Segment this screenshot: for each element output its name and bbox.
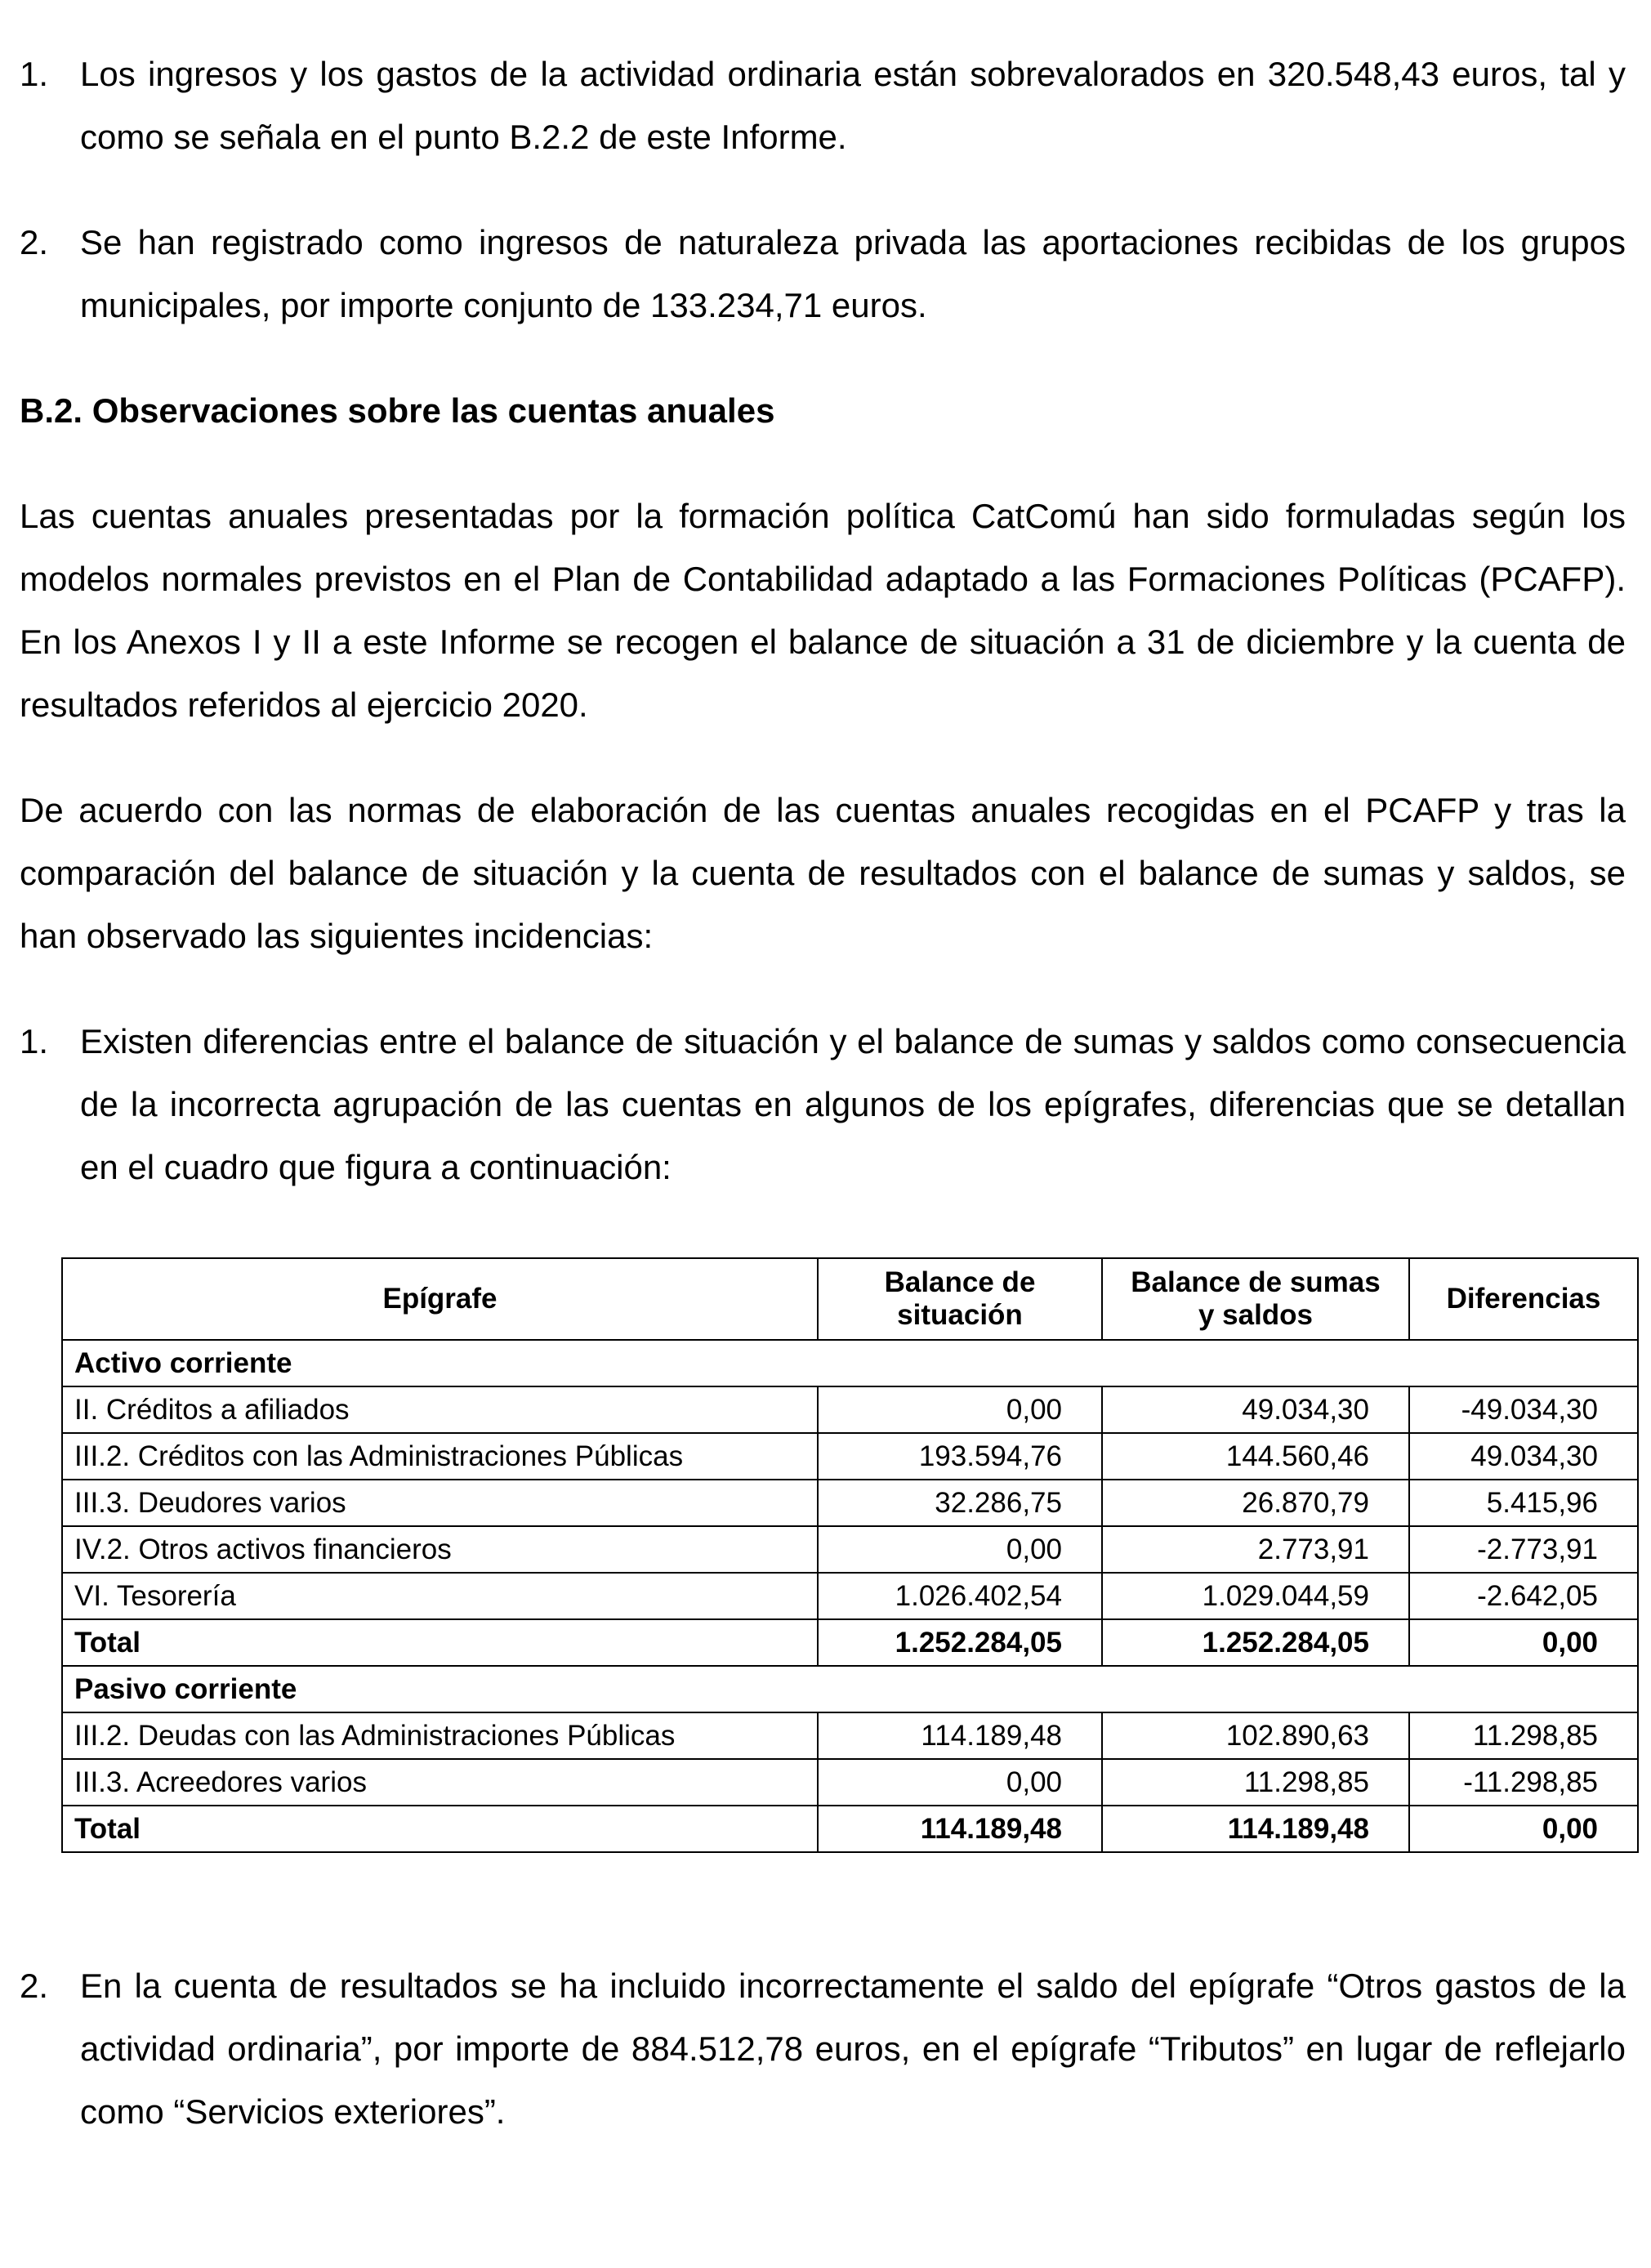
cell-sumas: 1.029.044,59 (1102, 1573, 1409, 1619)
cell-situacion: 0,00 (818, 1759, 1102, 1806)
incidencia-item-1 (20, 1010, 1626, 1199)
cell-epigrafe: III.3. Deudores varios (62, 1480, 818, 1526)
table-header-row (62, 1258, 1638, 1340)
list-number: 2. (20, 223, 49, 261)
cell-situacion: 0,00 (818, 1526, 1102, 1573)
cell-epigrafe: III.3. Acreedores varios (62, 1759, 818, 1806)
section-label: Activo corriente (62, 1340, 1638, 1386)
cell-situacion: 32.286,75 (818, 1480, 1102, 1526)
table-row (62, 1573, 1638, 1619)
list-number: 2. (20, 1967, 49, 2005)
document-page (20, 42, 1626, 2143)
cell-total-label: Total (62, 1806, 818, 1852)
table-row (62, 1433, 1638, 1480)
list-text: Existen diferencias entre el balance de situación y el balance de sumas y saldos como consecuencia de la incorrecta agrupación de las cuentas en algunos de los epígrafes, diferencias que se detallan en el cuadro que figura a continuación: (80, 1022, 1626, 1186)
cell-sumas: 11.298,85 (1102, 1759, 1409, 1806)
list-text: Los ingresos y los gastos de la actividad ordinaria están sobrevalorados en 320.548,43 euros, tal y como se señala en el punto B.2.2 de este Informe. (80, 55, 1626, 156)
section-row-pasivo (62, 1666, 1638, 1712)
cell-sumas: 102.890,63 (1102, 1712, 1409, 1759)
cell-situacion: 0,00 (818, 1386, 1102, 1433)
cell-diferencia: 5.415,96 (1409, 1480, 1638, 1526)
cell-sumas: 2.773,91 (1102, 1526, 1409, 1573)
cell-diferencia: 0,00 (1409, 1806, 1638, 1852)
section-heading: B.2. Observaciones sobre las cuentas anuales (20, 391, 775, 430)
cell-sumas: 49.034,30 (1102, 1386, 1409, 1433)
list-number: 1. (20, 1022, 49, 1060)
cell-epigrafe: VI. Tesorería (62, 1573, 818, 1619)
header-diferencias: Diferencias (1409, 1258, 1638, 1340)
cell-diferencia: 49.034,30 (1409, 1433, 1638, 1480)
total-row-pasivo (62, 1806, 1638, 1852)
table-row (62, 1386, 1638, 1433)
section-row-activo (62, 1340, 1638, 1386)
cell-diferencia: 0,00 (1409, 1619, 1638, 1666)
intro-item-1 (20, 42, 1626, 168)
differences-table (61, 1257, 1639, 1853)
cell-epigrafe: IV.2. Otros activos financieros (62, 1526, 818, 1573)
header-epigrafe: Epígrafe (62, 1258, 818, 1340)
intro-item-2 (20, 211, 1626, 337)
cell-epigrafe: II. Créditos a afiliados (62, 1386, 818, 1433)
incidencia-item-2 (20, 1954, 1626, 2143)
cell-sumas: 26.870,79 (1102, 1480, 1409, 1526)
list-text: Se han registrado como ingresos de naturaleza privada las aportaciones recibidas de los grupos municipales, por importe conjunto de 133.234,71 euros. (80, 223, 1626, 324)
header-balance-sumas-saldos: Balance de sumas y saldos (1102, 1258, 1409, 1340)
cell-diferencia: -49.034,30 (1409, 1386, 1638, 1433)
header-balance-situacion: Balance de situación (818, 1258, 1102, 1340)
cell-situacion: 114.189,48 (818, 1712, 1102, 1759)
list-text: En la cuenta de resultados se ha incluido incorrectamente el saldo del epígrafe “Otros gastos de la actividad ordinaria”, por importe de 884.512,78 euros, en el epígrafe “Tributos” en lugar de reflejarlo como “Servicios exteriores”. (80, 1967, 1626, 2131)
cell-sumas: 114.189,48 (1102, 1806, 1409, 1852)
cell-diferencia: -2.773,91 (1409, 1526, 1638, 1573)
cell-epigrafe: III.2. Deudas con las Administraciones Públicas (62, 1712, 818, 1759)
table-row (62, 1759, 1638, 1806)
cell-diferencia: -2.642,05 (1409, 1573, 1638, 1619)
section-label: Pasivo corriente (62, 1666, 1638, 1712)
cell-epigrafe: III.2. Créditos con las Administraciones Públicas (62, 1433, 818, 1480)
cell-diferencia: 11.298,85 (1409, 1712, 1638, 1759)
paragraph-1: Las cuentas anuales presentadas por la formación política CatComú han sido formuladas según los modelos normales previstos en el Plan de Contabilidad adaptado a las Formaciones Políticas (PCAFP). En los Anexos I y II a este Informe se recogen el balance de situación a 31 de diciembre y la cuenta de resultados referidos al ejercicio 2020. (20, 497, 1626, 724)
list-number: 1. (20, 55, 49, 93)
cell-diferencia: -11.298,85 (1409, 1759, 1638, 1806)
table-row (62, 1480, 1638, 1526)
table-row (62, 1526, 1638, 1573)
cell-situacion: 114.189,48 (818, 1806, 1102, 1852)
cell-situacion: 1.252.284,05 (818, 1619, 1102, 1666)
cell-total-label: Total (62, 1619, 818, 1666)
cell-situacion: 193.594,76 (818, 1433, 1102, 1480)
cell-sumas: 144.560,46 (1102, 1433, 1409, 1480)
cell-sumas: 1.252.284,05 (1102, 1619, 1409, 1666)
total-row-activo (62, 1619, 1638, 1666)
table-row (62, 1712, 1638, 1759)
cell-situacion: 1.026.402,54 (818, 1573, 1102, 1619)
paragraph-2: De acuerdo con las normas de elaboración de las cuentas anuales recogidas en el PCAFP y tras la comparación del balance de situación y la cuenta de resultados con el balance de sumas y saldos, se han observado las siguientes incidencias: (20, 791, 1626, 955)
